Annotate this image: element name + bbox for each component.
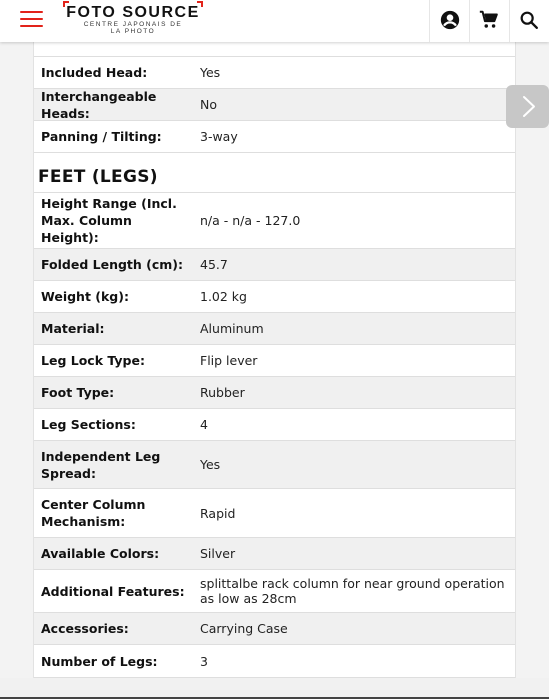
spec-value: n/a - n/a - 127.0 (200, 213, 301, 228)
site-header (0, 0, 549, 42)
spec-row-included-head (34, 57, 515, 89)
spec-row-center-column-mechanism (34, 489, 515, 538)
spec-label: Number of Legs: (41, 653, 158, 669)
spec-label: Interchangeable Heads: (41, 88, 157, 121)
next-arrow-button[interactable] (506, 85, 549, 128)
spec-value: Carrying Case (200, 621, 288, 636)
spec-value: 45.7 (200, 257, 228, 272)
spec-label: Material: (41, 321, 105, 336)
spec-label: Panning / Tilting: (41, 129, 162, 144)
spec-row-folded-length (34, 249, 515, 281)
logo-title: FOTO SOURCE (66, 4, 200, 21)
search-icon[interactable] (518, 9, 540, 31)
spec-label: Included Head: (41, 65, 148, 80)
spec-label: Additional Features: (41, 583, 185, 599)
spec-label: Leg Lock Type: (41, 353, 145, 368)
logo-subtitle-line-1: CENTRE JAPONAIS DE (83, 21, 183, 28)
spec-row-material (34, 313, 515, 345)
chevron-right-icon (506, 85, 549, 128)
spec-row-leg-lock-type (34, 345, 515, 377)
spec-label: Independent Leg Spread: (41, 448, 161, 481)
spec-row-interchangeable-heads (34, 89, 515, 121)
spec-value: Flip lever (200, 353, 258, 368)
spec-row-additional-features (34, 570, 515, 613)
spec-value: 3 (200, 653, 208, 669)
specifications-table (33, 42, 516, 678)
spec-value: Yes (200, 457, 221, 472)
spec-label: Center Column Mechanism: (41, 497, 146, 529)
spec-label: Foot Type: (41, 385, 115, 400)
header-divider (469, 0, 470, 42)
spec-value: Yes (200, 65, 221, 80)
page-footer-gap (0, 678, 549, 699)
site-logo[interactable] (63, 1, 203, 37)
spec-row-leg-sections (34, 409, 515, 441)
header-divider (509, 0, 510, 42)
spec-label: Folded Length (cm): (41, 257, 184, 272)
section-title-feet-legs (34, 153, 515, 193)
spec-row-height-range (34, 193, 515, 249)
logo-subtitle-line-2: LA PHOTO (110, 28, 156, 35)
spec-label: Leg Sections: (41, 417, 136, 432)
spec-row-accessories (34, 613, 515, 645)
spec-row-independent-leg-spread (34, 441, 515, 489)
spec-value: 4 (200, 417, 208, 432)
header-divider (429, 0, 430, 42)
menu-icon[interactable] (20, 11, 43, 27)
cart-icon[interactable] (478, 9, 500, 31)
spec-label: Height Range (Incl. Max. Column Height): (41, 196, 177, 245)
spec-value: Silver (200, 546, 236, 561)
spec-label: Available Colors: (41, 546, 160, 561)
spec-value: splittalbe rack column for near ground operation as low as 28cm (200, 576, 505, 606)
table-row-partial (34, 42, 515, 57)
spec-row-panning-tilting (34, 121, 515, 153)
logo-subtitle (63, 21, 203, 35)
spec-value: Aluminum (200, 321, 264, 336)
section-heading: FEET (LEGS) (38, 167, 158, 187)
spec-value: No (200, 97, 217, 112)
spec-value: 3-way (200, 129, 238, 144)
spec-row-foot-type (34, 377, 515, 409)
account-icon[interactable] (439, 9, 461, 31)
spec-row-number-of-legs (34, 645, 515, 678)
spec-row-available-colors (34, 538, 515, 570)
spec-row-weight (34, 281, 515, 313)
spec-label: Weight (kg): (41, 289, 129, 304)
spec-value: 1.02 kg (200, 289, 247, 304)
spec-label: Accessories: (41, 621, 129, 636)
spec-value: Rapid (200, 505, 236, 521)
spec-value: Rubber (200, 385, 245, 400)
